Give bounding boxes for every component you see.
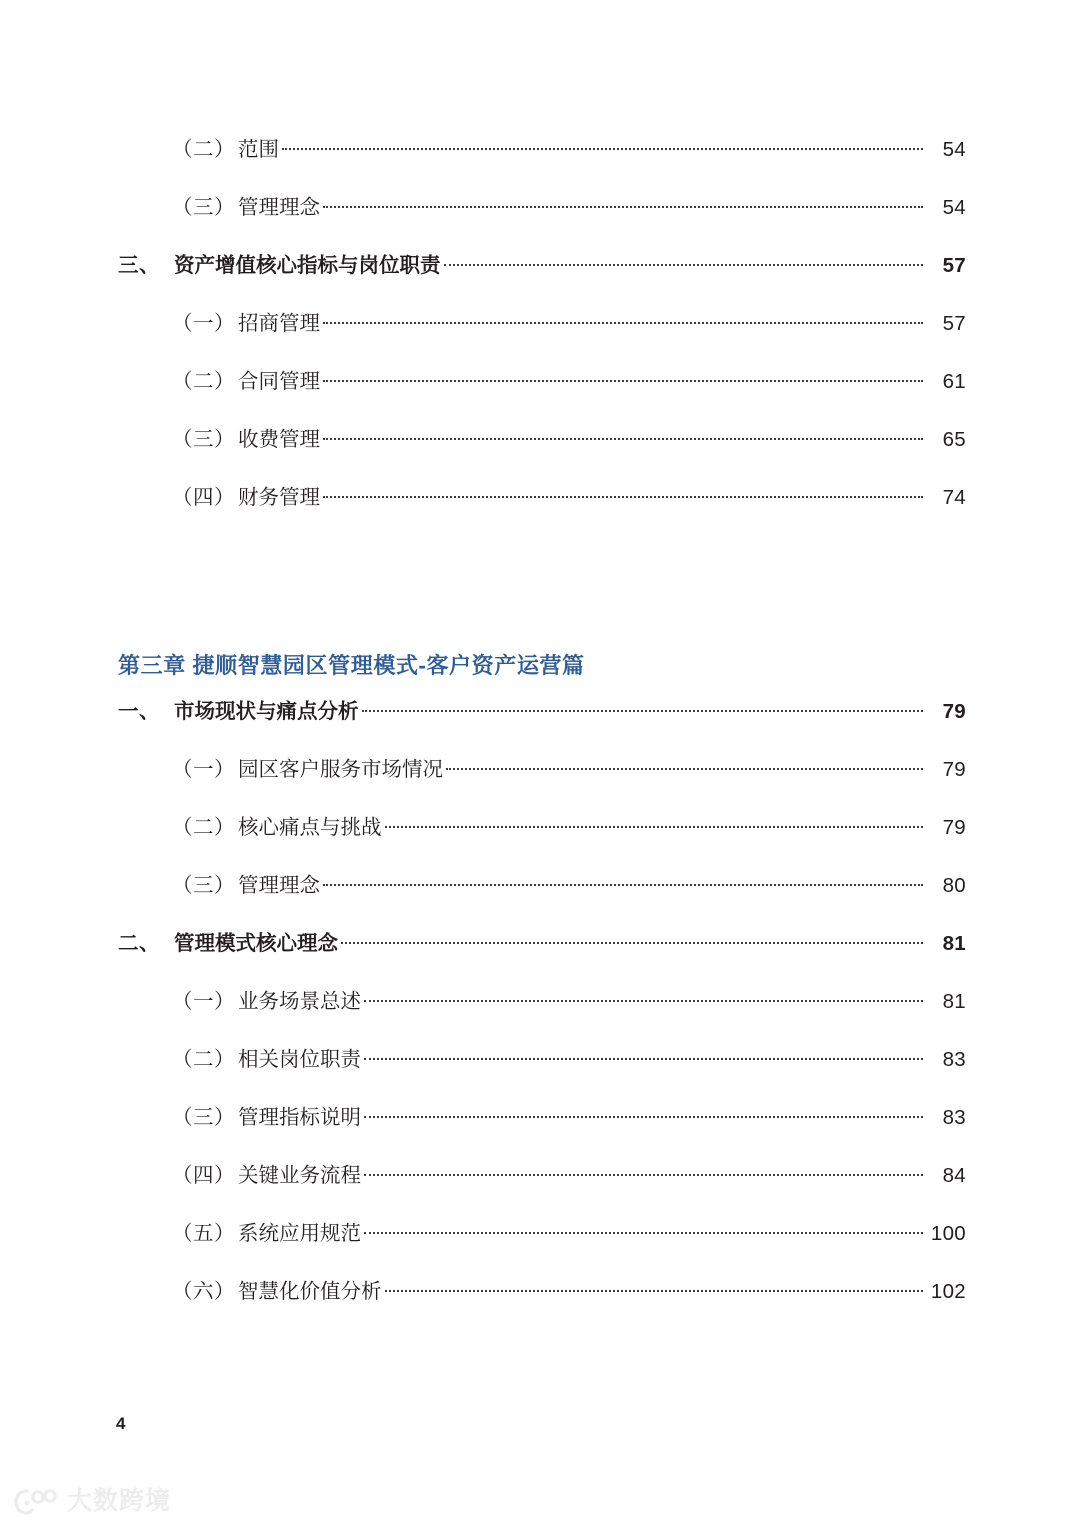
toc-entry-page-number: 54 — [942, 196, 966, 219]
toc-leader-dots — [341, 930, 923, 951]
toc-entry-marker: 一、 — [118, 700, 160, 723]
toc-entry[interactable] — [0, 694, 1080, 752]
toc-entry[interactable] — [0, 926, 1080, 984]
toc-entry-page-number: 74 — [942, 486, 966, 509]
toc-entry-title: 管理指标说明 — [238, 1106, 361, 1129]
toc-leader-dots — [282, 136, 923, 157]
toc-entry-page-number: 65 — [942, 428, 966, 451]
toc-entry[interactable] — [0, 1216, 1080, 1274]
toc-entry-marker: （三） — [172, 874, 235, 897]
toc-entry-title: 市场现状与痛点分析 — [174, 700, 359, 723]
toc-entry[interactable] — [0, 364, 1080, 422]
toc-entry[interactable] — [0, 422, 1080, 480]
toc-entry-marker: （二） — [172, 816, 235, 839]
toc-entry-marker: （三） — [172, 1106, 235, 1129]
toc-entry[interactable] — [0, 306, 1080, 364]
toc-entry-marker: 三、 — [118, 254, 160, 277]
toc-entry-page-number: 79 — [942, 758, 966, 781]
toc-entry-marker: 二、 — [118, 932, 160, 955]
toc-entry-marker: （三） — [172, 196, 235, 219]
toc-entry-marker: （一） — [172, 758, 235, 781]
footer-page-number: 4 — [116, 1414, 126, 1433]
toc-entry-title: 招商管理 — [238, 312, 320, 335]
toc-entry-page-number: 81 — [942, 932, 966, 955]
toc-entry-page-number: 57 — [942, 312, 966, 335]
toc-entry-title: 园区客户服务市场情况 — [238, 758, 443, 781]
toc-entry[interactable] — [0, 132, 1080, 190]
toc-entry-page-number: 81 — [942, 990, 966, 1013]
toc-entry-title: 合同管理 — [238, 370, 320, 393]
toc-entry-marker: （一） — [172, 990, 235, 1013]
toc-entry-page-number: 79 — [942, 816, 966, 839]
toc-entry[interactable] — [0, 1158, 1080, 1216]
toc-leader-dots — [362, 698, 924, 719]
toc-entry-page-number: 57 — [942, 254, 966, 277]
toc-leader-dots — [444, 252, 924, 273]
chapter-heading — [0, 634, 1080, 694]
toc-section-chapter3 — [0, 694, 1080, 1332]
toc-entry-title: 管理理念 — [238, 196, 320, 219]
toc-entry-marker: （四） — [172, 486, 235, 509]
toc-entry-page-number: 83 — [942, 1106, 966, 1129]
toc-entry-page-number: 80 — [942, 874, 966, 897]
toc-entry-title: 管理模式核心理念 — [174, 932, 338, 955]
watermark-text: 大数跨境 — [67, 1486, 172, 1515]
toc-leader-dots — [364, 1162, 923, 1183]
toc-entry[interactable] — [0, 868, 1080, 926]
toc-leader-dots — [364, 1104, 923, 1125]
toc-entry-marker: （四） — [172, 1164, 235, 1187]
toc-entry-marker: （五） — [172, 1222, 235, 1245]
toc-entry-page-number: 102 — [930, 1280, 966, 1303]
toc-entry-title: 系统应用规范 — [238, 1222, 361, 1245]
toc-section-continued — [0, 132, 1080, 538]
toc-entry-page-number: 83 — [942, 1048, 966, 1071]
toc-entry-title: 智慧化价值分析 — [238, 1280, 382, 1303]
toc-leader-dots — [323, 426, 923, 447]
toc-entry-marker: （六） — [172, 1280, 235, 1303]
toc-leader-dots — [323, 368, 923, 389]
toc-entry[interactable] — [0, 480, 1080, 538]
toc-entry[interactable] — [0, 810, 1080, 868]
toc-entry[interactable] — [0, 1042, 1080, 1100]
toc-entry-title: 关键业务流程 — [238, 1164, 361, 1187]
toc-leader-dots — [385, 814, 924, 835]
toc-leader-dots — [323, 872, 923, 893]
toc-entry[interactable] — [0, 190, 1080, 248]
toc-entry-page-number: 61 — [942, 370, 966, 393]
toc-entry-page-number: 54 — [942, 138, 966, 161]
toc-entry-marker: （二） — [172, 370, 235, 393]
toc-leader-dots — [323, 484, 923, 505]
toc-entry[interactable] — [0, 984, 1080, 1042]
toc-entry-title: 财务管理 — [238, 486, 320, 509]
toc-entry[interactable] — [0, 248, 1080, 306]
toc-entry[interactable] — [0, 1100, 1080, 1158]
toc-entry[interactable] — [0, 752, 1080, 810]
toc-entry-marker: （二） — [172, 1048, 235, 1071]
table-of-contents — [0, 132, 1080, 1332]
toc-entry-page-number: 84 — [942, 1164, 966, 1187]
toc-leader-dots — [446, 756, 923, 777]
logo-mark-icon — [14, 1487, 60, 1515]
toc-entry-page-number: 79 — [942, 700, 966, 723]
toc-entry-title: 收费管理 — [238, 428, 320, 451]
toc-entry-title: 相关岗位职责 — [238, 1048, 361, 1071]
toc-entry-marker: （三） — [172, 428, 235, 451]
toc-entry-title: 核心痛点与挑战 — [238, 816, 382, 839]
chapter-heading-text: 第三章 捷顺智慧园区管理模式-客户资产运营篇 — [118, 652, 585, 678]
toc-entry-title: 资产增值核心指标与岗位职责 — [174, 254, 441, 277]
toc-entry-marker: （一） — [172, 312, 235, 335]
toc-leader-dots — [323, 310, 923, 331]
toc-entry[interactable] — [0, 1274, 1080, 1332]
toc-entry-marker: （二） — [172, 138, 235, 161]
watermark — [14, 1487, 171, 1515]
toc-entry-title: 范围 — [238, 138, 279, 161]
toc-entry-title: 管理理念 — [238, 874, 320, 897]
toc-entry-title: 业务场景总述 — [238, 990, 361, 1013]
toc-leader-dots — [364, 1220, 923, 1241]
toc-leader-dots — [364, 988, 923, 1009]
toc-leader-dots — [385, 1278, 924, 1299]
toc-leader-dots — [323, 194, 923, 215]
toc-leader-dots — [364, 1046, 923, 1067]
toc-entry-page-number: 100 — [930, 1222, 966, 1245]
section-spacer — [0, 538, 1080, 634]
